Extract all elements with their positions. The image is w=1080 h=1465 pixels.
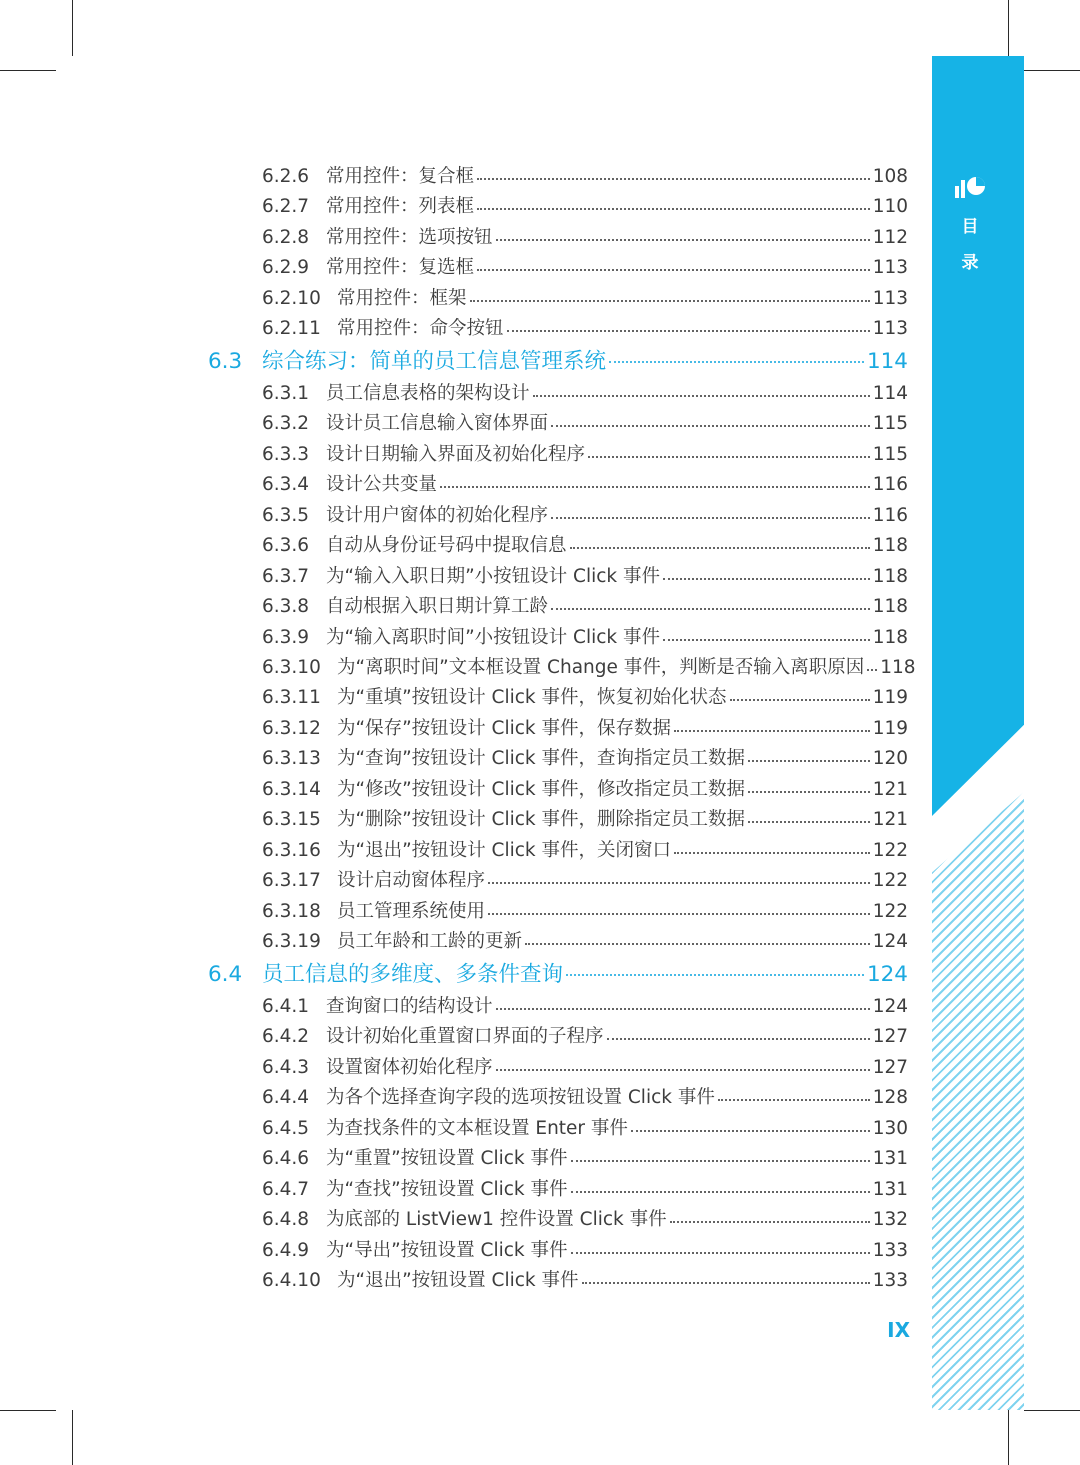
crop-mark	[72, 0, 73, 56]
toc-entry-number: 6.3.2	[262, 413, 310, 434]
toc-entry[interactable]	[262, 440, 908, 470]
toc-leader-dots	[609, 361, 864, 363]
toc-entry-number: 6.3.6	[262, 535, 310, 556]
toc-entry-number: 6.4.10	[262, 1270, 321, 1291]
toc-entry-page: 114	[872, 383, 908, 404]
toc-entry-title: 自动从身份证号码中提取信息	[326, 535, 567, 556]
toc-entry-number: 6.4.4	[262, 1087, 310, 1108]
toc-entry-number: 6.3.7	[262, 566, 310, 587]
toc-leader-dots	[674, 730, 870, 732]
toc-entry-number: 6.3.18	[262, 901, 321, 922]
toc-entry-title: 综合练习：简单的员工信息管理系统	[262, 349, 607, 374]
toc-entry[interactable]	[262, 1144, 908, 1174]
toc-entry-number: 6.3.14	[262, 779, 321, 800]
toc-entry[interactable]	[262, 253, 908, 283]
toc-entry-number: 6.3.16	[262, 840, 321, 861]
crop-mark	[72, 1410, 73, 1465]
toc-entry-page: 121	[872, 779, 908, 800]
toc-leader-dots	[551, 425, 870, 427]
toc-entry-number: 6.2.10	[262, 288, 321, 309]
toc-leader-dots	[718, 1099, 870, 1101]
decorative-hatch	[932, 792, 1024, 1410]
toc-entry-number: 6.3.3	[262, 444, 310, 465]
toc-entry[interactable]	[262, 927, 908, 957]
toc-entry[interactable]	[262, 470, 908, 500]
crop-mark	[1024, 1410, 1080, 1411]
toc-leader-dots	[582, 1282, 870, 1284]
toc-entry-number: 6.4.6	[262, 1148, 310, 1169]
toc-entry-title: 为各个选择查询字段的选项按钮设置 Click 事件	[326, 1087, 715, 1108]
toc-entry[interactable]	[262, 1205, 908, 1235]
toc-leader-dots	[570, 547, 870, 549]
toc-entry-page: 121	[872, 809, 908, 830]
toc-entry-title: 常用控件：列表框	[326, 196, 475, 217]
toc-entry-page: 115	[872, 413, 908, 434]
toc-entry-page: 116	[872, 474, 908, 495]
toc-leader-dots	[525, 943, 870, 945]
toc-entry[interactable]	[262, 501, 908, 531]
toc-entry-title: 常用控件：复合框	[326, 166, 475, 187]
toc-leader-dots	[730, 699, 870, 701]
toc-entry-title: 为“重填”按钮设计 Click 事件，恢复初始化状态	[337, 687, 727, 708]
toc-entry-title: 员工管理系统使用	[337, 901, 486, 922]
toc-entry-page: 127	[872, 1057, 908, 1078]
toc-entry-title: 为“输入入职日期”小按钮设计 Click 事件	[326, 566, 661, 587]
toc-leader-dots	[507, 330, 870, 332]
toc-entry[interactable]	[262, 1236, 908, 1266]
toc-entry-page: 113	[872, 288, 908, 309]
toc-entry[interactable]	[262, 314, 908, 344]
toc-entry[interactable]	[262, 775, 908, 805]
toc-entry[interactable]	[262, 592, 908, 622]
toc-entry[interactable]	[262, 531, 908, 561]
toc-entry-title: 常用控件：复选框	[326, 257, 475, 278]
toc-entry-number: 6.4.7	[262, 1179, 310, 1200]
toc-entry-number: 6.3.13	[262, 748, 321, 769]
toc-leader-dots	[571, 1252, 870, 1254]
toc-entry-page: 124	[872, 996, 908, 1017]
toc-entry-number: 6.3.8	[262, 596, 310, 617]
toc-entry[interactable]	[262, 1022, 908, 1052]
toc-entry-title: 为“导出”按钮设置 Click 事件	[326, 1240, 568, 1261]
toc-leader-dots	[588, 456, 870, 458]
toc-leader-dots	[477, 178, 870, 180]
crop-mark	[1008, 1410, 1009, 1465]
toc-entry-page: 120	[872, 748, 908, 769]
toc-entry-number: 6.3	[208, 349, 243, 374]
toc-entry-page: 131	[872, 1179, 908, 1200]
toc-entry[interactable]	[262, 1266, 908, 1296]
chart-icon	[954, 172, 986, 200]
toc-entry-page: 108	[872, 166, 908, 187]
toc-entry-page: 119	[872, 718, 908, 739]
toc-entry-page: 114	[866, 349, 908, 374]
toc-entry-title: 为“重置”按钮设置 Click 事件	[326, 1148, 568, 1169]
toc-leader-dots	[748, 821, 870, 823]
toc-entry[interactable]	[262, 992, 908, 1022]
toc-entry[interactable]	[262, 162, 908, 192]
toc-entry-number: 6.2.7	[262, 196, 310, 217]
toc-entry-title: 为“退出”按钮设置 Click 事件	[337, 1270, 579, 1291]
toc-entry[interactable]	[262, 744, 908, 774]
toc-entry-page: 122	[872, 901, 908, 922]
toc-entry-title: 为底部的 ListView1 控件设置 Click 事件	[326, 1209, 667, 1230]
toc-entry-title: 员工信息的多维度、多条件查询	[262, 962, 564, 987]
toc-entry[interactable]	[262, 836, 908, 866]
toc-leader-dots	[533, 395, 870, 397]
toc-entry-number: 6.3.19	[262, 931, 321, 952]
toc-entry[interactable]	[262, 1175, 908, 1205]
toc-entry-title: 设计公共变量	[326, 474, 438, 495]
toc-section-entry[interactable]	[208, 344, 908, 376]
toc-entry[interactable]	[262, 653, 916, 683]
toc-entry-page: 122	[872, 840, 908, 861]
toc-entry[interactable]	[262, 562, 908, 592]
toc-entry-title: 设计用户窗体的初始化程序	[326, 505, 549, 526]
toc-entry-title: 为“查询”按钮设计 Click 事件，查询指定员工数据	[337, 748, 746, 769]
toc-entry-title: 常用控件：框架	[337, 288, 467, 309]
toc-leader-dots	[571, 1191, 870, 1193]
toc-leader-dots	[748, 791, 870, 793]
toc-entry-title: 设计初始化重置窗口界面的子程序	[326, 1026, 604, 1047]
toc-entry-page: 119	[872, 687, 908, 708]
crop-mark	[1008, 0, 1009, 56]
toc-entry-page: 124	[872, 931, 908, 952]
toc-leader-dots	[551, 517, 870, 519]
toc-entry-number: 6.4.1	[262, 996, 310, 1017]
toc-entry-title: 为“退出”按钮设计 Click 事件，关闭窗口	[337, 840, 672, 861]
toc-entry-page: 130	[872, 1118, 908, 1139]
chapter-side-tab	[932, 56, 1024, 816]
toc-entry-title: 查询窗口的结构设计	[326, 996, 493, 1017]
toc-entry[interactable]	[262, 866, 908, 896]
toc-entry-number: 6.4.2	[262, 1026, 310, 1047]
toc-entry-number: 6.3.1	[262, 383, 310, 404]
toc-leader-dots	[670, 1221, 870, 1223]
toc-entry-page: 131	[872, 1148, 908, 1169]
toc-leader-dots	[571, 1160, 870, 1162]
toc-entry-title: 设计启动窗体程序	[337, 870, 486, 891]
toc-leader-dots	[607, 1038, 870, 1040]
toc-leader-dots	[496, 1069, 870, 1071]
toc-entry-page: 133	[872, 1240, 908, 1261]
toc-entry-page: 118	[872, 535, 908, 556]
toc-entry-number: 6.2.11	[262, 318, 321, 339]
toc-entry-title: 常用控件：选项按钮	[326, 227, 493, 248]
toc-entry-page: 128	[872, 1087, 908, 1108]
toc-entry-title: 为“查找”按钮设置 Click 事件	[326, 1179, 568, 1200]
toc-leader-dots	[551, 608, 870, 610]
toc-entry[interactable]	[262, 284, 908, 314]
toc-entry-title: 设计日期输入界面及初始化程序	[326, 444, 586, 465]
toc-leader-dots	[748, 760, 870, 762]
toc-entry-number: 6.4.9	[262, 1240, 310, 1261]
toc-entry[interactable]	[262, 1114, 908, 1144]
toc-entry[interactable]	[262, 409, 908, 439]
toc-entry-page: 122	[872, 870, 908, 891]
toc-entry-title: 为“保存”按钮设计 Click 事件，保存数据	[337, 718, 672, 739]
toc-leader-dots	[663, 578, 870, 580]
toc-entry-page: 113	[872, 318, 908, 339]
page-number: IX	[887, 1318, 910, 1342]
toc-leader-dots	[477, 269, 870, 271]
toc-entry-page: 124	[866, 962, 908, 987]
toc-entry-title: 员工信息表格的架构设计	[326, 383, 530, 404]
toc-entry[interactable]	[262, 805, 908, 835]
toc-entry[interactable]	[262, 1053, 908, 1083]
toc-entry-page: 110	[872, 196, 908, 217]
toc-entry-number: 6.3.15	[262, 809, 321, 830]
crop-mark	[1024, 70, 1080, 71]
toc-entry-number: 6.3.17	[262, 870, 321, 891]
toc-entry-number: 6.3.4	[262, 474, 310, 495]
toc-entry[interactable]	[262, 683, 908, 713]
toc-entry-page: 132	[872, 1209, 908, 1230]
toc-entry-number: 6.3.12	[262, 718, 321, 739]
toc-entry[interactable]	[262, 192, 908, 222]
toc-leader-dots	[631, 1130, 870, 1132]
toc-entry-title: 自动根据入职日期计算工龄	[326, 596, 549, 617]
toc-entry[interactable]	[262, 897, 908, 927]
toc-entry[interactable]	[262, 1083, 908, 1113]
toc-entry[interactable]	[262, 379, 908, 409]
toc-entry-number: 6.4.3	[262, 1057, 310, 1078]
toc-leader-dots	[488, 913, 870, 915]
toc-entry-number: 6.4	[208, 962, 243, 987]
toc-leader-dots	[440, 486, 870, 488]
toc-entry-page: 133	[872, 1270, 908, 1291]
toc-entry-page: 118	[872, 566, 908, 587]
toc-entry-number: 6.3.10	[262, 657, 321, 678]
toc-entry-page: 118	[872, 627, 908, 648]
toc-entry-title: 为查找条件的文本框设置 Enter 事件	[326, 1118, 628, 1139]
toc-entry[interactable]	[262, 714, 908, 744]
toc-entry-number: 6.2.8	[262, 227, 310, 248]
toc-entry-number: 6.4.8	[262, 1209, 310, 1230]
toc-entry-number: 6.3.9	[262, 627, 310, 648]
toc-entry-number: 6.3.5	[262, 505, 310, 526]
toc-entry-page: 113	[872, 257, 908, 278]
toc-leader-dots	[488, 882, 870, 884]
toc-leader-dots	[496, 1008, 870, 1010]
toc-entry-page: 115	[872, 444, 908, 465]
tab-label-bottom: 录	[961, 253, 979, 273]
toc-leader-dots	[663, 639, 870, 641]
toc-entry-number: 6.2.6	[262, 166, 310, 187]
toc-leader-dots	[674, 852, 870, 854]
toc-entry-title: 设置窗体初始化程序	[326, 1057, 493, 1078]
crop-mark	[0, 1410, 56, 1411]
tab-label-top: 目	[961, 217, 979, 237]
toc-leader-dots	[470, 300, 870, 302]
toc-entry-title: 员工年龄和工龄的更新	[337, 931, 523, 952]
toc-entry[interactable]	[262, 623, 908, 653]
toc-entry-title: 常用控件：命令按钮	[337, 318, 504, 339]
toc-entry-title: 为“离职时间”文本框设置 Change 事件，判断是否输入离职原因	[337, 657, 865, 678]
toc-entry-page: 118	[880, 657, 916, 678]
toc-section-entry[interactable]	[208, 957, 908, 989]
crop-mark	[0, 70, 56, 71]
toc-entry-number: 6.2.9	[262, 257, 310, 278]
toc-entry-page: 127	[872, 1026, 908, 1047]
toc-entry-title: 为“删除”按钮设计 Click 事件，删除指定员工数据	[337, 809, 746, 830]
toc-entry-title: 为“输入离职时间”小按钮设计 Click 事件	[326, 627, 661, 648]
toc-leader-dots	[496, 239, 870, 241]
toc-entry[interactable]	[262, 223, 908, 253]
toc-entry-page: 116	[872, 505, 908, 526]
toc-entry-page: 112	[872, 227, 908, 248]
toc-entry-title: 为“修改”按钮设计 Click 事件，修改指定员工数据	[337, 779, 746, 800]
toc-leader-dots	[566, 974, 864, 976]
toc-entry-number: 6.4.5	[262, 1118, 310, 1139]
toc-entry-page: 118	[872, 596, 908, 617]
toc-entry-number: 6.3.11	[262, 687, 321, 708]
toc-leader-dots	[477, 208, 870, 210]
toc-leader-dots	[867, 669, 877, 671]
toc-entry-title: 设计员工信息输入窗体界面	[326, 413, 549, 434]
